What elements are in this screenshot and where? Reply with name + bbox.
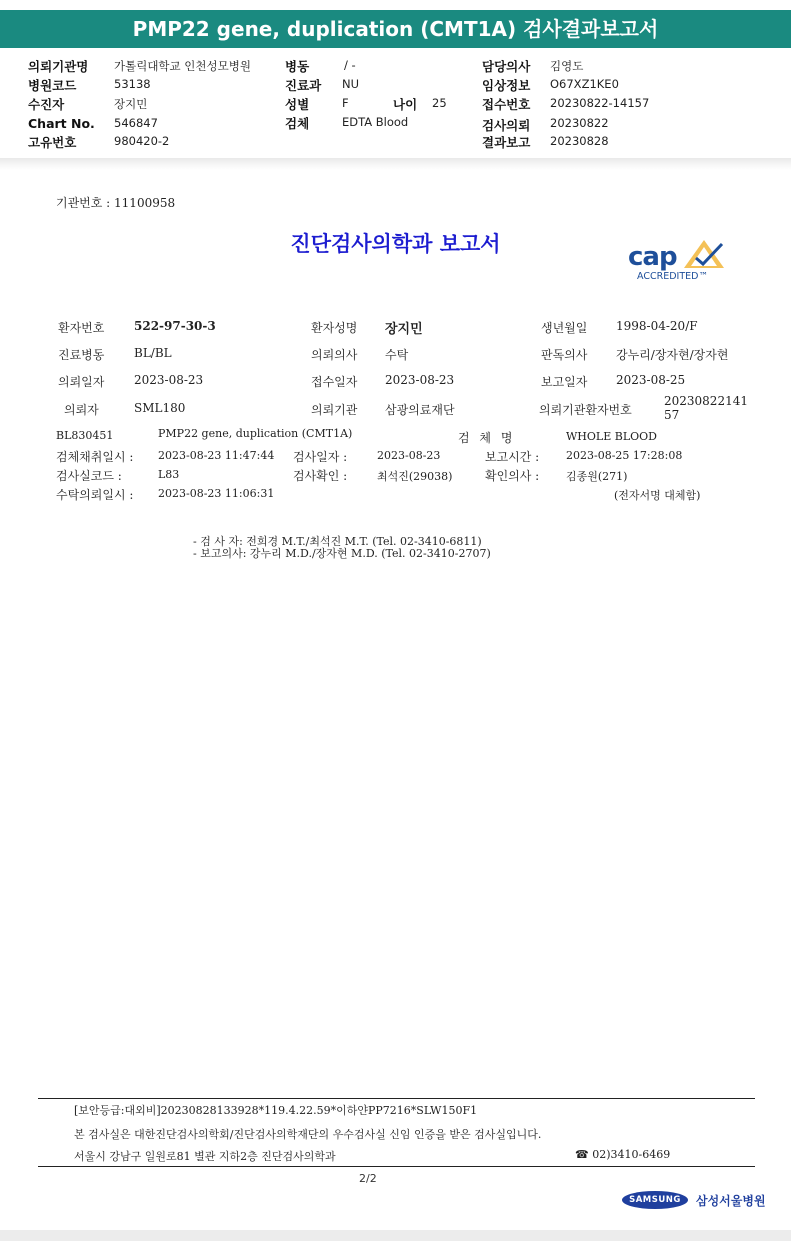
test-code: BL830451: [56, 429, 114, 442]
header-value-patient: 장지민: [114, 97, 148, 111]
header-label-doctor: 담당의사: [482, 59, 531, 74]
header-value-result-date: 20230828: [550, 134, 609, 148]
collect-time-label: 검체채취일시 :: [56, 450, 134, 464]
report-time-label: 보고시간 :: [485, 450, 540, 464]
patient-value-birth: 1998-04-20/F: [616, 319, 698, 333]
patient-value-ordering-doctor: 수탁: [385, 348, 409, 362]
patient-label-request-date: 의뢰일자: [58, 375, 105, 389]
header-label-request-date: 검사의뢰: [482, 118, 531, 133]
patient-value-report-date: 2023-08-25: [616, 373, 686, 387]
patient-value-requesting-institution: 삼광의료재단: [385, 403, 455, 417]
lab-code-label: 검사실코드 :: [56, 469, 122, 483]
test-date-label: 검사일자 :: [293, 450, 348, 464]
cap-accredited-logo: [628, 238, 728, 286]
staff-reporting-doctor: - 보고의사: 강누리 M.D./장자현 M.D. (Tel. 02-3410-2707): [193, 547, 491, 560]
test-name: PMP22 gene, duplication (CMT1A): [158, 427, 353, 440]
footer-security-line: [보안등급:대외비]20230828133928*119.4.22.59*이하얀PP7216*SLW150F1: [74, 1104, 478, 1117]
report-header-title: PMP22 gene, duplication (CMT1A) 검사결과보고서: [0, 10, 791, 48]
header-label-age: 나이: [393, 97, 418, 112]
footer-phone: ☎ 02)3410-6469: [575, 1148, 671, 1161]
patient-label-name: 환자성명: [311, 321, 358, 335]
patient-label-ward: 진료병동: [58, 348, 105, 362]
cap-logo-accredited: ACCREDITED™: [637, 271, 708, 282]
report-time-value: 2023-08-25 17:28:08: [566, 449, 683, 462]
header-value-hospital-code: 53138: [114, 77, 151, 91]
header-label-institution: 의뢰기관명: [28, 59, 89, 74]
check-doctor-value: 김종원(271): [566, 470, 628, 483]
header-label-result-date: 결과보고: [482, 135, 531, 150]
header-label-hospital-code: 병원코드: [28, 78, 77, 93]
page-number: 2/2: [359, 1172, 377, 1185]
patient-label-requesting-institution: 의뢰기관: [311, 403, 358, 417]
collect-time-value: 2023-08-23 11:47:44: [158, 449, 275, 462]
header-label-department: 진료과: [285, 78, 322, 93]
patient-label-ordering-doctor: 의뢰의사: [311, 348, 358, 362]
patient-label-reading-doctor: 판독의사: [541, 348, 588, 362]
header-value-department: NU: [342, 77, 360, 91]
patient-value-receipt-date: 2023-08-23: [385, 373, 455, 387]
cap-triangle-icon: [684, 238, 728, 272]
patient-label-institution-patient-no: 의뢰기관환자번호: [539, 403, 632, 417]
patient-value-reading-doctor: 강누리/장자현/장자현: [616, 348, 729, 362]
header-label-clinical-info: 임상정보: [482, 78, 531, 93]
header-label-specimen: 검체: [285, 116, 310, 131]
samsung-logo: SAMSUNG: [622, 1191, 688, 1209]
patient-label-requester: 의뢰자: [64, 403, 99, 417]
patient-value-number: 522-97-30-3: [134, 319, 216, 333]
test-confirm-value: 최석진(29038): [377, 470, 453, 483]
header-divider: [0, 158, 791, 170]
patient-label-number: 환자번호: [58, 321, 105, 335]
patient-label-report-date: 보고일자: [541, 375, 588, 389]
header-value-receipt-no: 20230822-14157: [550, 96, 650, 110]
electronic-signature-note: (전자서명 대체함): [614, 489, 701, 502]
specimen-label: 검 체 명: [458, 431, 516, 445]
header-label-unique-no: 고유번호: [28, 135, 77, 150]
footer-rule-bottom: [38, 1166, 755, 1167]
page-bottom-bar: [0, 1230, 791, 1241]
header-label-sex: 성별: [285, 97, 310, 112]
footer-rule-top: [38, 1098, 755, 1099]
patient-value-ward: BL/BL: [134, 346, 172, 360]
header-value-request-date: 20230822: [550, 116, 609, 130]
test-date-value: 2023-08-23: [377, 449, 441, 462]
patient-value-requester: SML180: [134, 401, 186, 415]
header-value-specimen: EDTA Blood: [342, 115, 409, 129]
header-value-age: 25: [432, 96, 447, 110]
header-label-chart-no: Chart No.: [28, 116, 95, 131]
patient-value-request-date: 2023-08-23: [134, 373, 204, 387]
staff-tester: - 검 사 자: 전희경 M.T./최석진 M.T. (Tel. 02-3410-6811): [193, 535, 482, 548]
header-value-doctor: 김영도: [550, 59, 584, 73]
lab-code-value: L83: [158, 468, 180, 481]
footer-certification: 본 검사실은 대한진단검사의학회/진단검사의학재단의 우수검사실 신임 인증을 받은 검사실입니다.: [74, 1128, 542, 1141]
institution-number: 기관번호 : 11100958: [56, 196, 176, 210]
header-value-institution: 가톨릭대학교 인천성모병원: [114, 59, 251, 73]
test-confirm-label: 검사확인 :: [293, 469, 348, 483]
header-label-ward: 병동: [285, 59, 310, 74]
patient-label-birth: 생년월일: [541, 321, 588, 335]
header-value-chart-no: 546847: [114, 116, 158, 130]
cap-logo-word: cap: [628, 242, 677, 272]
patient-label-receipt-date: 접수일자: [311, 375, 358, 389]
patient-value-name: 장지민: [385, 322, 423, 337]
header-value-unique-no: 980420-2: [114, 134, 170, 148]
specimen-value: WHOLE BLOOD: [566, 430, 657, 443]
order-time-label: 수탁의뢰일시 :: [56, 488, 134, 502]
check-doctor-label: 확인의사 :: [485, 469, 540, 483]
header-label-patient: 수진자: [28, 97, 65, 112]
patient-value-institution-patient-no: 2023082214157: [664, 394, 748, 422]
hospital-name: 삼성서울병원: [696, 1194, 766, 1208]
order-time-value: 2023-08-23 11:06:31: [158, 487, 275, 500]
header-label-receipt-no: 접수번호: [482, 97, 531, 112]
header-value-ward: / -: [344, 58, 356, 72]
header-value-clinical-info: O67XZ1KE0: [550, 77, 619, 91]
footer-address: 서울시 강남구 일원로81 별관 지하2층 진단검사의학과: [74, 1150, 336, 1163]
report-title: 진단검사의학과 보고서: [290, 232, 501, 256]
header-value-sex: F: [342, 96, 349, 110]
